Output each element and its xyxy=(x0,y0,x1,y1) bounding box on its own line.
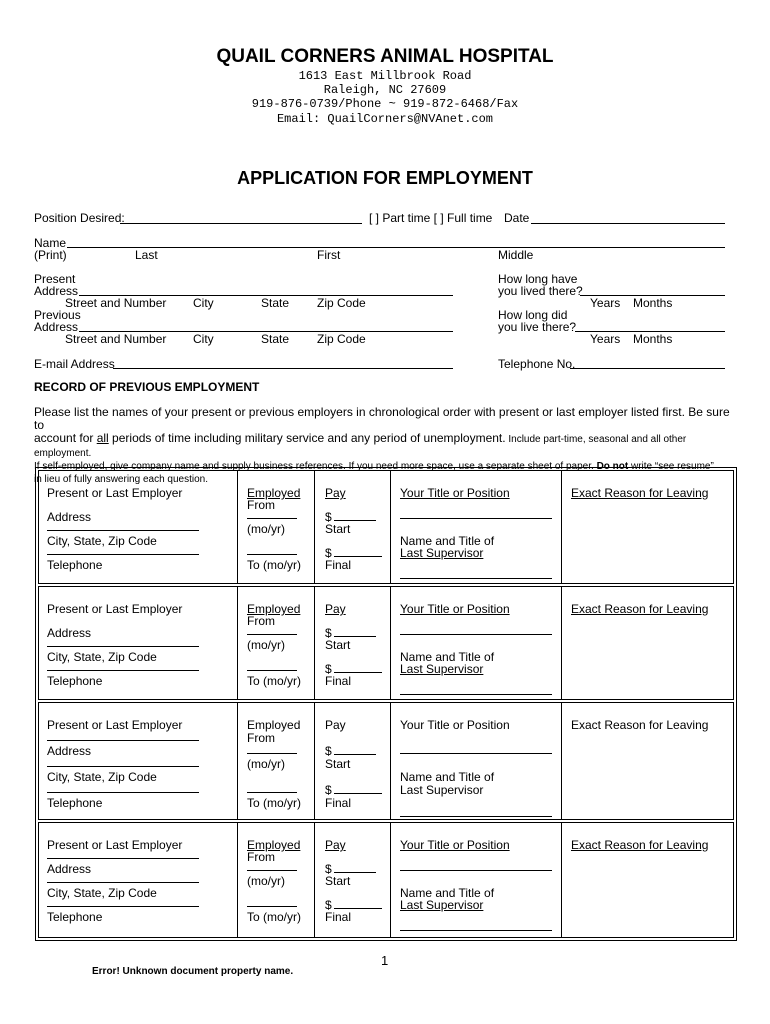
pay-cell[interactable]: Pay $ Start $ Final xyxy=(314,587,391,699)
page-number: 1 xyxy=(381,953,389,968)
employed-cell[interactable]: Employed From (mo/yr) To (mo/yr) xyxy=(237,703,315,819)
instructions-line-2: account for all periods of time including military service and any period of unemployment. Include part-time, seasonal and all other employment. xyxy=(34,431,687,459)
middle-name-label: Middle xyxy=(498,248,534,262)
pay-cell[interactable]: Pay $ Start $ Final xyxy=(314,703,391,819)
email-field[interactable] xyxy=(113,368,453,369)
employed-cell[interactable]: Employed From (mo/yr) To (mo/yr) xyxy=(237,587,315,699)
employment-block-1 xyxy=(38,470,734,584)
present-state-label: State xyxy=(261,296,290,310)
present-years-label: Years xyxy=(590,296,621,310)
form-title: APPLICATION FOR EMPLOYMENT xyxy=(237,168,533,188)
employment-block-4 xyxy=(38,822,734,938)
employment-table xyxy=(35,467,737,941)
previous-zip-label: Zip Code xyxy=(317,332,366,346)
hospital-email: Email: QuailCorners@NVAnet.com xyxy=(276,112,494,126)
position-desired-field[interactable] xyxy=(120,223,362,224)
employer-cell[interactable]: Present or Last Employer Address City, State, Zip Code Telephone xyxy=(39,703,238,819)
present-city-label: City xyxy=(193,296,214,310)
email-label: E-mail Address xyxy=(34,357,115,371)
instructions-line-3: If self-employed, give company name and supply business references. If you need more space, use a separate sheet of paper. Do not write “see resume” xyxy=(34,461,714,472)
previous-months-label: Months xyxy=(633,332,673,346)
reason-cell[interactable]: Exact Reason for Leaving xyxy=(571,718,709,732)
present-street-label: Street and Number xyxy=(65,296,167,310)
how-long-have-label: How long have xyxy=(498,272,578,286)
part-full-time-options[interactable]: [ ] Part time [ ] Full time xyxy=(369,211,493,225)
reason-cell[interactable]: Exact Reason for Leaving xyxy=(571,486,709,500)
instructions-line-4: in lieu of fully answering each question. xyxy=(34,474,208,485)
date-label: Date xyxy=(504,211,530,225)
employer-cell[interactable]: Present or Last Employer Address City, State, Zip Code Telephone xyxy=(39,471,238,583)
previous-label: Previous xyxy=(34,308,81,322)
name-label: Name xyxy=(34,236,67,250)
title-cell[interactable]: Your Title or Position Name and Title of Last Supervisor xyxy=(390,823,562,937)
employment-block-2 xyxy=(38,586,734,700)
hospital-address-line1: 1613 East Millbrook Road xyxy=(298,69,472,83)
title-cell[interactable]: Your Title or Position Name and Title of Last Supervisor xyxy=(390,471,562,583)
reason-cell[interactable]: Exact Reason for Leaving xyxy=(571,838,709,852)
title-cell[interactable]: Your Title or Position Name and Title of Last Supervisor xyxy=(390,703,562,819)
previous-state-label: State xyxy=(261,332,290,346)
previous-address-label: Address xyxy=(34,320,79,334)
present-zip-label: Zip Code xyxy=(317,296,366,310)
employer-cell[interactable]: Present or Last Employer Address City, State, Zip Code Telephone xyxy=(39,823,238,937)
employer-cell[interactable]: Present or Last Employer Address City, State, Zip Code Telephone xyxy=(39,587,238,699)
previous-years-label: Years xyxy=(590,332,621,346)
instructions-line-1: Please list the names of your present or previous employers in chronological order with present or last employer listed first. Be sure to xyxy=(34,405,730,432)
you-live-there-label: you live there? xyxy=(498,320,577,334)
employment-block-3 xyxy=(38,702,734,820)
previous-street-label: Street and Number xyxy=(65,332,167,346)
present-months-label: Months xyxy=(633,296,673,310)
telephone-field[interactable] xyxy=(570,368,725,369)
reason-cell[interactable]: Exact Reason for Leaving xyxy=(571,602,709,616)
employed-cell[interactable]: Employed From (mo/yr) To (mo/yr) xyxy=(237,471,315,583)
you-lived-there-label: you lived there? xyxy=(498,284,583,298)
date-field[interactable] xyxy=(531,223,725,224)
present-address-label: Address xyxy=(34,284,79,298)
hospital-phone-fax: 919-876-0739/Phone ~ 919-872-6468/Fax xyxy=(251,97,519,111)
hospital-name: QUAIL CORNERS ANIMAL HOSPITAL xyxy=(216,46,554,67)
hospital-address-line2: Raleigh, NC 27609 xyxy=(323,83,447,97)
pay-cell[interactable]: Pay $ Start $ Final xyxy=(314,823,391,937)
how-long-did-label: How long did xyxy=(498,308,568,322)
telephone-label: Telephone No. xyxy=(498,357,576,371)
last-name-label: Last xyxy=(135,248,158,262)
pay-cell[interactable]: Pay $ Start $ Final xyxy=(314,471,391,583)
first-name-label: First xyxy=(317,248,341,262)
position-desired-label: Position Desired: xyxy=(34,211,125,225)
record-heading: RECORD OF PREVIOUS EMPLOYMENT xyxy=(34,380,260,394)
print-label: (Print) xyxy=(34,248,67,262)
present-label: Present xyxy=(34,272,76,286)
footer-error-text: Error! Unknown document property name. xyxy=(92,966,294,977)
employed-cell[interactable]: Employed From (mo/yr) To (mo/yr) xyxy=(237,823,315,937)
previous-city-label: City xyxy=(193,332,214,346)
name-field[interactable] xyxy=(67,247,725,248)
title-cell[interactable]: Your Title or Position Name and Title of Last Supervisor xyxy=(390,587,562,699)
